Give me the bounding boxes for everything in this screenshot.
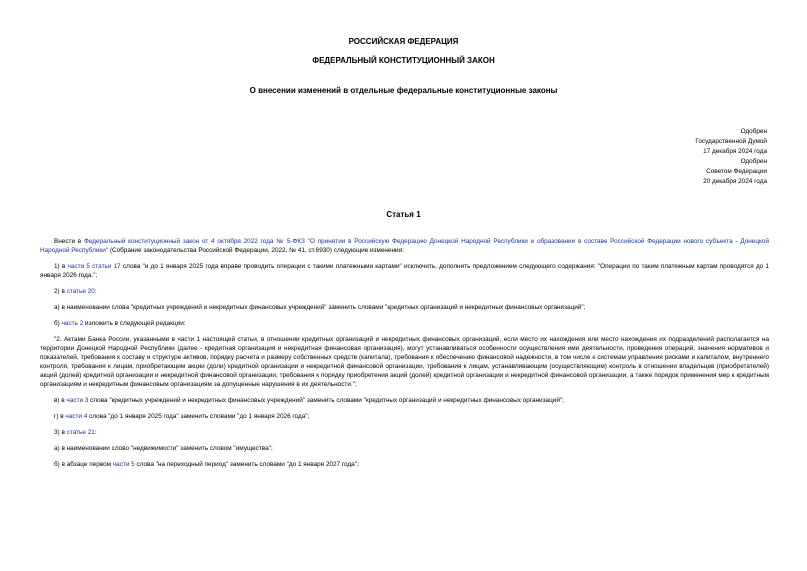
paragraph-text: 2) в bbox=[54, 288, 67, 295]
paragraph-text: (Собрание законодательства Российской Федерации, 2022, № 41, ст.6930) следующие изменения: bbox=[108, 247, 404, 254]
paragraph-text: б) bbox=[54, 320, 62, 327]
paragraph-text: : bbox=[94, 288, 97, 295]
paragraph-item-2b bbox=[40, 319, 769, 328]
paragraph-text: г) в bbox=[54, 413, 66, 420]
paragraph-text: "2. Актами Банка России, указанными в части 1 настоящей статьи, в отношении кредитных организаций и некредитных финансовых организаций, если место их нахождения или место нахождения их подразделений располагается на территории Донецкой Народной Республики (далее - кредитная организация и некредитная финансовая организация), могут устанавливаться особенности осуществления ими деятельности, проведения операций, значения нормативов и показателей, требования к составу и структуре активов, порядку расчета и размеру собственных средств (капитала), требования к обеспечению финансовой надежности, в том числе к системам управления рисками и капиталом, внутреннего контроля, требования к лицам, приобретающим акции (доли) кредитной организации и некредитной финансовой организации, требования к лицам, устанавливающим (осуществляющим) контроль в отношении владельцев (приобретателей) акций (долей) кредитной организации и некредитной финансовой организации, требования к порядку приобретения акций (долей) кредитной организации и некредитной финансовой организации, а также порядок применения мер к кредитным организациям и некредитным финансовым организациям за допущенные нарушения в их деятельности."; bbox=[40, 336, 769, 388]
paragraph-intro bbox=[40, 237, 769, 255]
paragraph-text: : bbox=[94, 429, 97, 436]
paragraph-item-2a bbox=[40, 303, 769, 312]
approval-line: Одобрен bbox=[740, 158, 767, 165]
paragraph-text: Внести в bbox=[54, 238, 84, 245]
approval-block bbox=[695, 127, 767, 187]
paragraph-text: б) в абзаце первом bbox=[54, 461, 113, 468]
paragraph-item-1 bbox=[40, 262, 769, 280]
paragraph-text: слова "на переходный период" заменить словами "до 1 января 2027 года"; bbox=[134, 461, 359, 468]
paragraph-text: слова "до 1 января 2025 года" заменить словами "до 1 января 2026 года"; bbox=[87, 413, 310, 420]
article-21-link[interactable]: статье 21 bbox=[66, 429, 95, 436]
paragraph-text: изложить в следующей редакции: bbox=[83, 320, 186, 327]
paragraph-item-2g bbox=[40, 412, 769, 421]
paragraph-text: а) в наименовании слово "недвижимости" заменить словом "имущества"; bbox=[54, 445, 273, 452]
approval-line: 20 декабря 2024 года bbox=[703, 178, 767, 185]
law-type-heading: ФЕДЕРАЛЬНЫЙ КОНСТИТУЦИОННЫЙ ЗАКОН bbox=[312, 56, 495, 65]
article-heading: Статья 1 bbox=[386, 210, 421, 219]
paragraph-text: а) в наименовании слова "кредитных учреждений и некредитных финансовых учреждений" заменить словами "кредитных организаций и некредитных финансовых организаций"; bbox=[54, 304, 586, 311]
paragraph-item-2 bbox=[40, 287, 769, 296]
part-4-link[interactable]: части 4 bbox=[65, 413, 88, 420]
part-5-link[interactable]: части 5 bbox=[112, 461, 135, 468]
article-17-link[interactable]: части 5 статьи 17 bbox=[67, 263, 121, 270]
paragraph-text: слова "и до 1 января 2025 года вправе проводить операции с такими платежными картами" исключить, дополнить предложением следующего содержания: "Операции по таким платежным картам проводятся до 1 января 2026 года."; bbox=[40, 263, 769, 279]
law-title: О внесении изменений в отдельные федеральные конституционные законы bbox=[249, 86, 558, 95]
article-20-link[interactable]: статье 20 bbox=[66, 288, 95, 295]
paragraph-item-3 bbox=[40, 428, 769, 437]
paragraph-text: 3) в bbox=[54, 429, 67, 436]
paragraph-item-3a bbox=[40, 444, 769, 453]
paragraph-quoted-text bbox=[40, 335, 769, 389]
paragraph-text: в) в bbox=[54, 397, 67, 404]
article-body bbox=[40, 237, 769, 476]
approval-line: Одобрен bbox=[740, 128, 767, 135]
approval-line: 17 декабря 2024 года bbox=[703, 148, 767, 155]
part-2-link[interactable]: часть 2 bbox=[61, 320, 84, 327]
paragraph-text: 1) в bbox=[54, 263, 68, 270]
paragraph-item-2v bbox=[40, 396, 769, 405]
law-link[interactable]: Федеральный конституционный закон от 4 октября 2022 года № 5-ФКЗ "О принятии в Российскую Федерацию Донецкой Народной Республики и образовании в составе Российской Федерации нового субъекта - Донецкой Народной Республики" bbox=[40, 238, 770, 254]
part-3-link[interactable]: части 3 bbox=[66, 397, 89, 404]
approval-line: Государственной Думой bbox=[695, 138, 767, 145]
approval-line: Советом Федерации bbox=[706, 168, 767, 175]
paragraph-item-3b bbox=[40, 460, 769, 469]
paragraph-text: слова "кредитных учреждений и некредитных финансовых учреждений" заменить словами "кредитных организаций и некредитных финансовых организаций"; bbox=[88, 397, 564, 404]
country-heading: РОССИЙСКАЯ ФЕДЕРАЦИЯ bbox=[348, 37, 459, 46]
